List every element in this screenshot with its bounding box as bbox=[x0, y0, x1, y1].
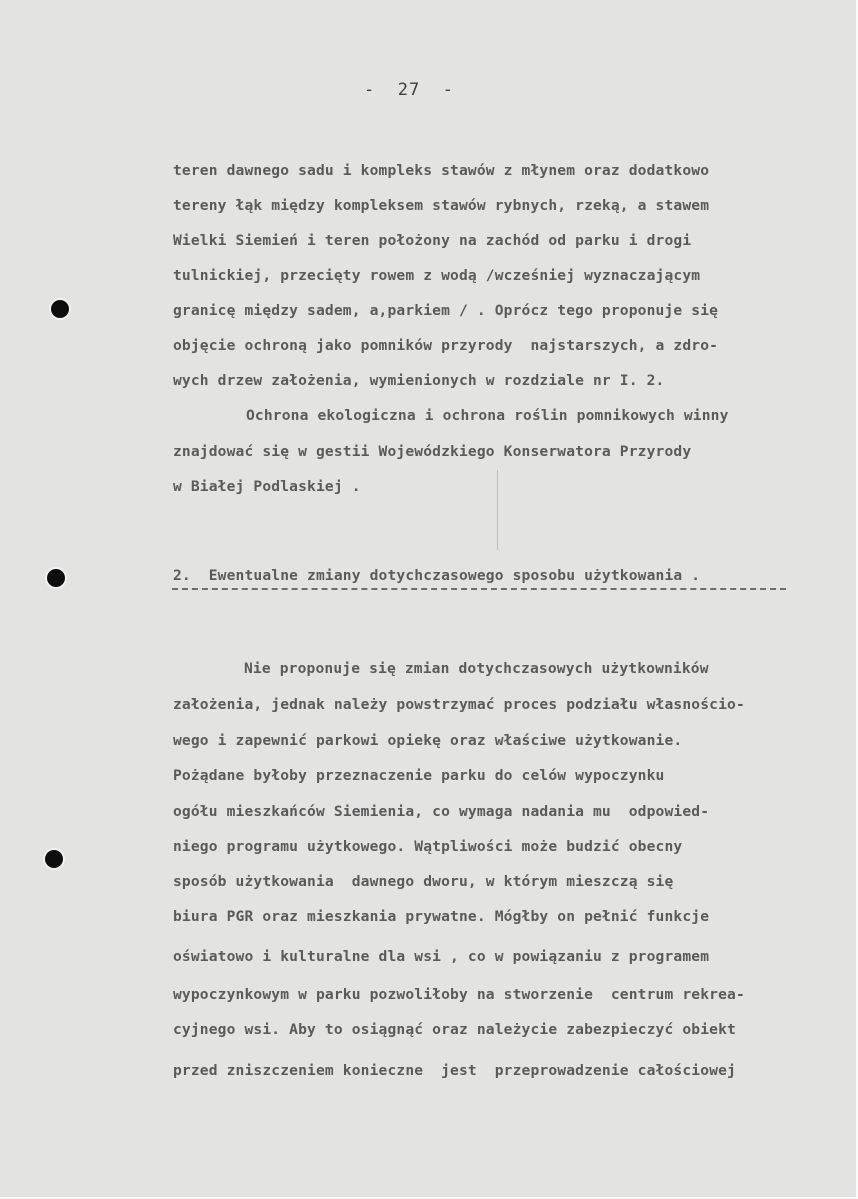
text-line: biura PGR oraz mieszkania prywatne. Mógłby on pełnić funkcje bbox=[173, 908, 710, 925]
text-line: Nie proponuje się zmian dotychczasowych użytkowników bbox=[244, 660, 709, 677]
text-line: przed zniszczeniem konieczne jest przeprowadzenie całościowej bbox=[173, 1062, 736, 1079]
text-line: tereny łąk między kompleksem stawów rybnych, rzeką, a stawem bbox=[173, 197, 710, 214]
punch-hole bbox=[51, 300, 69, 318]
text-line: wego i zapewnić parkowi opiekę oraz właściwe użytkowanie. bbox=[173, 732, 683, 749]
text-line: tulnickiej, przecięty rowem z wodą /wcześniej wyznaczającym bbox=[173, 267, 701, 284]
heading-underline bbox=[172, 588, 786, 590]
text-line: Pożądane byłoby przeznaczenie parku do celów wypoczynku bbox=[173, 767, 665, 784]
text-line: oświatowo i kulturalne dla wsi , co w powiązaniu z programem bbox=[173, 948, 710, 965]
punch-hole bbox=[45, 850, 63, 868]
text-line: wych drzew założenia, wymienionych w rozdziale nr I. 2. bbox=[173, 372, 665, 389]
text-line: cyjnego wsi. Aby to osiągnąć oraz należycie zabezpieczyć obiekt bbox=[173, 1021, 736, 1038]
text-line: założenia, jednak należy powstrzymać proces podziału własnościo- bbox=[173, 696, 745, 713]
punch-hole bbox=[47, 569, 65, 587]
text-line: Wielki Siemień i teren położony na zachód od parku i drogi bbox=[173, 232, 692, 249]
text-line: sposób użytkowania dawnego dworu, w którym mieszczą się bbox=[173, 873, 674, 890]
text-line: w Białej Podlaskiej . bbox=[173, 478, 361, 495]
paper-crease bbox=[497, 470, 498, 550]
text-line: teren dawnego sadu i kompleks stawów z młynem oraz dodatkowo bbox=[173, 162, 710, 179]
text-line: Ochrona ekologiczna i ochrona roślin pomnikowych winny bbox=[246, 407, 729, 424]
text-line: ogółu mieszkańców Siemienia, co wymaga nadania mu odpowied- bbox=[173, 803, 710, 820]
text-line: niego programu użytkowego. Wątpliwości może budzić obecny bbox=[173, 838, 683, 855]
text-line: wypoczynkowym w parku pozwoliłoby na stworzenie centrum rekrea- bbox=[173, 986, 745, 1003]
text-line: granicę między sadem, a,parkiem / . Oprócz tego proponuje się bbox=[173, 302, 719, 319]
section-heading: 2. Ewentualne zmiany dotychczasowego sposobu użytkowania . bbox=[173, 567, 701, 584]
text-line: objęcie ochroną jako pomników przyrody najstarszych, a zdro- bbox=[173, 337, 719, 354]
page-number: - 27 - bbox=[364, 80, 454, 100]
text-line: znajdować się w gestii Wojewódzkiego Konserwatora Przyrody bbox=[173, 443, 692, 460]
